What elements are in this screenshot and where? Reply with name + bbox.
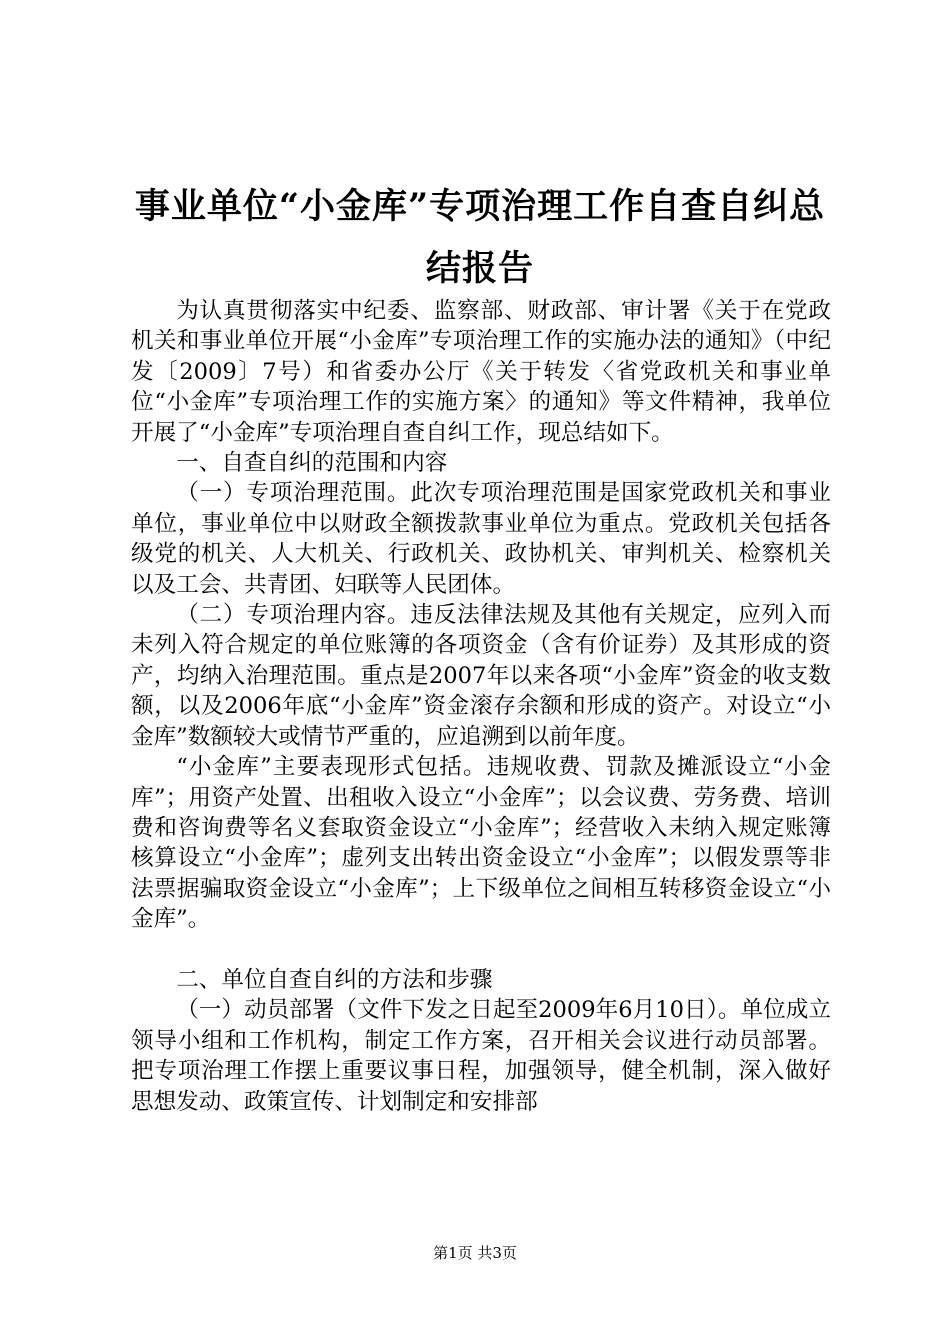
page-footer: 第1页 共3页 xyxy=(433,1244,517,1262)
intro-paragraph: 为认真贯彻落实中纪委、监察部、财政部、审计署《关于在党政机关和事业单位开展“小金库”专项治理工作的实施办法的通知》（中纪发〔2009〕7号）和省委办公厅《关于转发〈省党政机关和事业单位“小金库”专项治理工作的实施方案〉的通知》等文件精神，我单位开展了“小金库”专项治理自查自纠工作，现总结如下。 xyxy=(131,298,831,446)
scope-paragraph: （一）专项治理范围。此次专项治理范围是国家党政机关和事业单位，事业单位中以财政全额拨款事业单位为重点。党政机关包括各级党的机关、人大机关、行政机关、政协机关、审判机关、检察机关以及工会、共青团、妇联等人民团体。 xyxy=(131,480,831,598)
forms-paragraph: “小金库”主要表现形式包括。违规收费、罚款及摊派设立“小金库”；用资产处置、出租收入设立“小金库”；以会议费、劳务费、培训费和咨询费等名义套取资金设立“小金库”；经营收入未纳入规定账簿核算设立“小金库”；虚列支出转出资金设立“小金库”；以假发票等非法票据骗取资金设立“小金库”；上下级单位之间相互转移资金设立“小金库”。 xyxy=(131,754,831,933)
mobilization-paragraph: （一）动员部署（文件下发之日起至2009年6月10日）。单位成立领导小组和工作机构，制定工作方案，召开相关会议进行动员部署。把专项治理工作摆上重要议事日程，加强领导，健全机制，深入做好思想发动、政策宣传、计划制定和安排部 xyxy=(131,997,831,1115)
document-body xyxy=(131,296,831,1117)
section-heading-1: 一、自查自纠的范围和内容 xyxy=(176,450,448,477)
document-title: 事业单位“小金库”专项治理工作自查自纠总结报告 xyxy=(134,186,826,289)
section-heading-2: 二、单位自查自纠的方法和步骤 xyxy=(176,966,493,993)
content-paragraph: （二）专项治理内容。违反法律法规及其他有关规定，应列入而未列入符合规定的单位账簿的各项资金（含有价证券）及其形成的资产，均纳入治理范围。重点是2007年以来各项“小金库”资金的收支数额，以及2006年底“小金库”资金滚存余额和形成的资产。对设立“小金库”数额较大或情节严重的，应追溯到以前年度。 xyxy=(131,602,831,750)
